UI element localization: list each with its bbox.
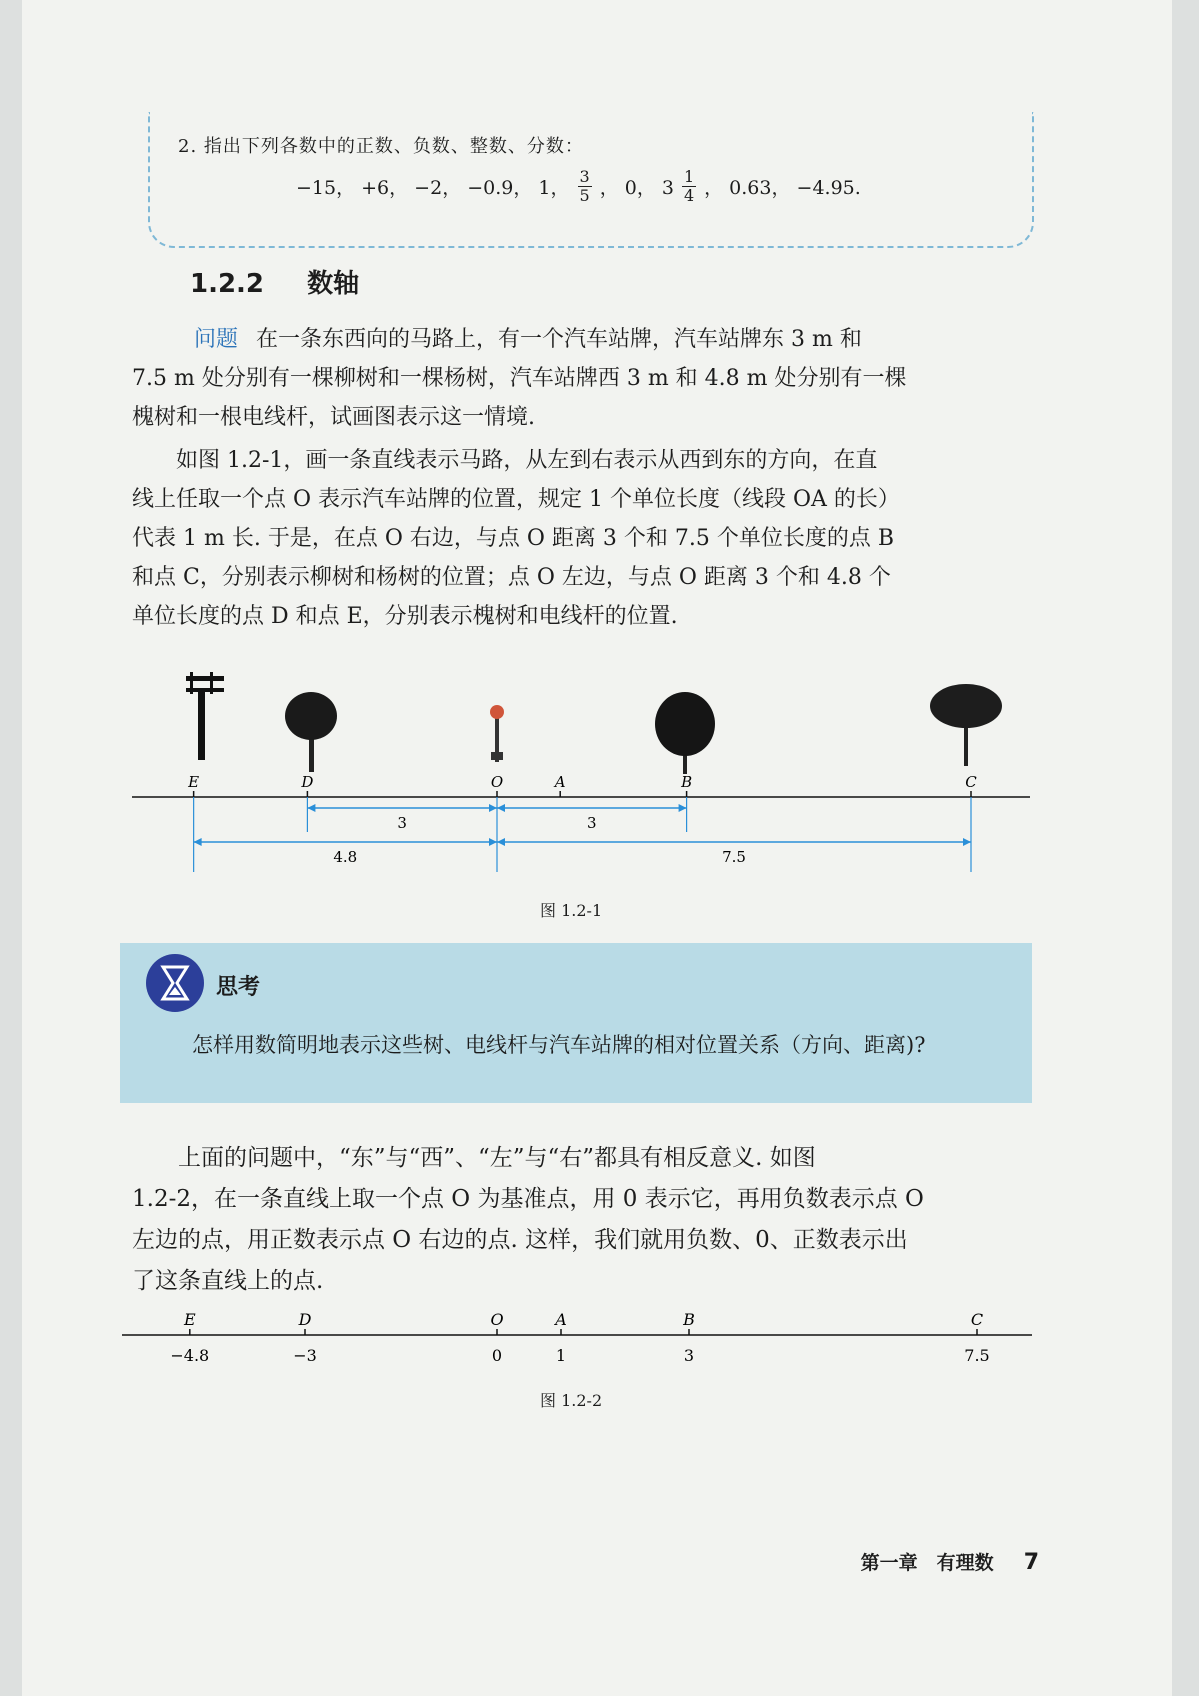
number-line-value-B: 3 xyxy=(683,1346,695,1365)
numbers-part-a: −15， +6， −2， −0.9， 1， xyxy=(296,177,570,199)
tree-icon xyxy=(655,692,715,774)
section-title: 数轴 xyxy=(307,269,360,299)
after-line: 左边的点，用正数表示点 O 右边的点. 这样，我们就用负数、0、正数表示出 xyxy=(132,1227,908,1253)
explain-line: 代表 1 m 长. 于是，在点 O 右边，与点 O 距离 3 个和 7.5 个单位长度的点 B xyxy=(132,526,894,551)
fraction-numerator: 1 xyxy=(683,167,695,186)
dim-upper-left-arrow-left xyxy=(307,804,315,812)
point-label-A: A xyxy=(554,773,566,791)
dim-lower-left-arrow-right xyxy=(489,838,497,846)
hourglass-icon xyxy=(146,954,204,1012)
figure-1-caption: 图 1.2-1 xyxy=(540,901,603,920)
fraction-numerator: 3 xyxy=(579,167,590,186)
problem-text: 在一条东西向的马路上，有一个汽车站牌，汽车站牌东 3 m 和 xyxy=(256,327,862,352)
tree-icon xyxy=(930,684,1002,766)
number-line-label-B: B xyxy=(683,1310,695,1329)
fig1-dimensions xyxy=(194,797,971,872)
chapter-title: 第一章 有理数 xyxy=(860,1552,994,1574)
number-line-value-D: −3 xyxy=(293,1346,317,1365)
fig2-points xyxy=(170,1310,989,1365)
number-line-value-E: −4.8 xyxy=(170,1346,210,1365)
dim-upper-right-arrow-right xyxy=(679,804,687,812)
dim-lower-left-label: 4.8 xyxy=(333,848,358,866)
dim-upper-left-arrow-right xyxy=(489,804,497,812)
number-line-value-A: 1 xyxy=(555,1346,567,1365)
number-line-label-O: O xyxy=(490,1310,504,1329)
dim-lower-right-label: 7.5 xyxy=(722,848,746,866)
problem-line-3: 槐树和一根电线杆，试画图表示这一情境. xyxy=(132,405,535,430)
dim-lower-right-arrow-left xyxy=(497,838,505,846)
after-line: 了这条直线上的点. xyxy=(132,1268,324,1294)
bus-stop-sign-icon xyxy=(490,705,504,762)
number-line-label-A: A xyxy=(555,1310,567,1329)
figure-2-caption: 图 1.2-2 xyxy=(540,1391,603,1410)
explain-line: 和点 C，分别表示柳树和杨树的位置；点 O 左边，与点 O 距离 3 个和 4.8 个 xyxy=(132,565,891,590)
after-paragraph xyxy=(132,1138,1047,1302)
problem-line-2: 7.5 m 处分别有一棵柳树和一棵杨树，汽车站牌西 3 m 和 4.8 m 处分别有一棵 xyxy=(132,366,907,391)
number-line-label-C: C xyxy=(970,1310,984,1329)
explain-line: 线上任取一个点 O 表示汽车站牌的位置，规定 1 个单位长度（线段 OA 的长） xyxy=(132,487,900,512)
explain-line: 如图 1.2-1，画一条直线表示马路，从左到右表示从西到东的方向，在直 xyxy=(132,448,878,473)
numbers-part-b: ， 0， 3 xyxy=(599,177,674,199)
number-line-value-O: 0 xyxy=(491,1346,503,1365)
think-text: 怎样用数简明地表示这些树、电线杆与汽车站牌的相对位置关系（方向、距离)? xyxy=(192,1033,926,1057)
number-line-label-E: E xyxy=(183,1310,196,1329)
fig1-points xyxy=(187,773,977,797)
dim-lower-left-arrow-left xyxy=(194,838,202,846)
dim-upper-right-arrow-left xyxy=(497,804,505,812)
dim-upper-left-label: 3 xyxy=(397,814,407,832)
number-line-label-D: D xyxy=(298,1310,312,1329)
figure-1-2-2 xyxy=(0,1300,1199,1390)
number-line-value-C: 7.5 xyxy=(964,1346,990,1365)
tree-icon xyxy=(285,692,337,772)
fraction-denominator: 4 xyxy=(683,186,695,205)
dim-upper-right-label: 3 xyxy=(587,814,597,832)
page-footer xyxy=(861,1548,1039,1575)
numbers-part-c: ， 0.63， −4.95. xyxy=(704,177,861,199)
explain-line: 单位长度的点 D 和点 E，分别表示槐树和电线杆的位置. xyxy=(132,604,678,629)
point-label-E: E xyxy=(188,773,200,791)
point-label-B: B xyxy=(681,773,693,791)
problem-label: 问题 xyxy=(194,327,239,352)
section-number: 1.2.2 xyxy=(190,269,265,299)
page-number: 7 xyxy=(1023,1550,1039,1575)
point-label-O: O xyxy=(490,773,504,791)
point-label-C: C xyxy=(965,773,977,791)
utility-pole-icon xyxy=(186,672,224,760)
after-line: 1.2-2，在一条直线上取一个点 O 为基准点，用 0 表示它，再用负数表示点 O xyxy=(132,1186,924,1212)
after-line: 上面的问题中，“东”与“西”、“左”与“右”都具有相反意义. 如图 xyxy=(132,1145,816,1171)
think-box xyxy=(120,943,1032,1103)
exercise-question: 2. 指出下列各数中的正数、负数、整数、分数： xyxy=(178,136,584,157)
point-label-D: D xyxy=(301,773,314,791)
dim-lower-right-arrow-right xyxy=(963,838,971,846)
fraction-denominator: 5 xyxy=(579,186,590,205)
think-title: 思考 xyxy=(216,975,261,1000)
